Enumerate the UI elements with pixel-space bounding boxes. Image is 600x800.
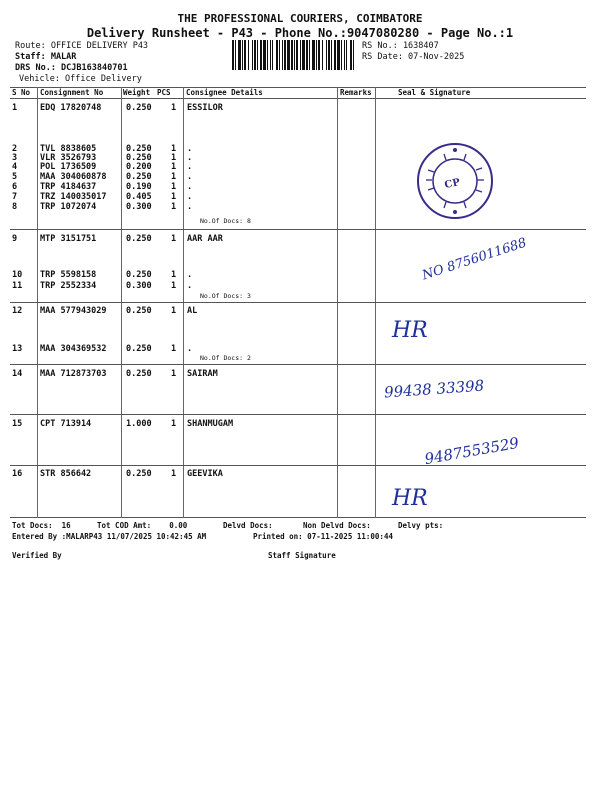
row-pcs: 1: [171, 162, 177, 172]
row-weight: 0.250: [126, 172, 152, 182]
row-consignment: TRP 4184637: [40, 182, 97, 192]
row-consignee: .: [187, 144, 193, 154]
row-consignment: TRP 5598158: [40, 270, 97, 280]
handwritten-signature: 9487553529: [423, 433, 521, 469]
barcode-bar: [282, 40, 283, 70]
rs-date: RS Date: 07-Nov-2025: [362, 52, 465, 62]
barcode-bar: [350, 40, 352, 70]
barcode-bar: [235, 40, 236, 70]
barcode-bar: [238, 40, 241, 70]
row-weight: 0.300: [126, 281, 152, 291]
handwritten-signature: HR: [392, 318, 428, 343]
row-consignment: POL 1736509: [40, 162, 97, 172]
row-consignee: .: [187, 172, 193, 182]
barcode-bar: [254, 40, 256, 70]
row-consignee: .: [187, 281, 193, 291]
row-consignee: ESSILOR: [187, 103, 223, 113]
row-pcs: 1: [171, 234, 177, 244]
company-title: THE PROFESSIONAL COURIERS, COIMBATORE: [177, 12, 423, 25]
row-pcs: 1: [171, 344, 177, 354]
row-consignee: AAR AAR: [187, 234, 223, 244]
row-consignment: MAA 304060878: [40, 172, 107, 182]
row-consignment: MAA 712873703: [40, 369, 107, 379]
barcode-bar: [322, 40, 323, 70]
row-consignee: GEEVIKA: [187, 469, 223, 479]
row-sno: 16: [12, 469, 23, 479]
barcode-bar: [272, 40, 273, 70]
row-consignment: TRP 1072074: [40, 202, 97, 212]
col-header-remarks: Remarks: [340, 88, 372, 97]
row-consignment: TRZ 140035017: [40, 192, 107, 202]
row-weight: 0.250: [126, 153, 152, 163]
verified-by: Verified By: [12, 551, 62, 560]
row-sno: 4: [12, 162, 18, 172]
row-pcs: 1: [171, 469, 177, 479]
barcode-bar: [244, 40, 246, 70]
barcode-bar: [344, 40, 345, 70]
row-sno: 10: [12, 270, 23, 280]
row-pcs: 1: [171, 419, 177, 429]
barcode-bar: [296, 40, 298, 70]
barcode-bar: [260, 40, 262, 70]
row-consignee: SHANMUGAM: [187, 419, 234, 429]
barcode-bar: [328, 40, 330, 70]
handwritten-signature: NO 8756011688: [420, 235, 529, 284]
row-consignee: .: [187, 202, 193, 212]
row-weight: 0.300: [126, 202, 152, 212]
row-weight: 0.250: [126, 270, 152, 280]
barcode-bar: [242, 40, 243, 70]
total-docs: Tot Docs: 16: [12, 521, 71, 530]
rs-number: RS No.: 1638407: [362, 41, 439, 51]
row-sno: 7: [12, 192, 18, 202]
total-cod-amount: Tot COD Amt: 0.00: [97, 521, 188, 530]
entered-by: Entered By :MALARP43 11/07/2025 10:42:45 AM: [12, 532, 207, 541]
row-weight: 0.250: [126, 144, 152, 154]
row-consignee: .: [187, 192, 193, 202]
barcode-bar: [257, 40, 258, 70]
row-consignee: .: [187, 344, 193, 354]
row-consignment: VLR 3526793: [40, 153, 97, 163]
group-divider: [10, 364, 586, 365]
row-consignment: MAA 577943029: [40, 306, 107, 316]
row-pcs: 1: [171, 281, 177, 291]
row-consignment: EDQ 17820748: [40, 103, 102, 113]
drs-label: DRS No.: DCJB163840701: [15, 63, 128, 73]
row-weight: 0.405: [126, 192, 152, 202]
row-consignment: TVL 8838605: [40, 144, 97, 154]
row-pcs: 1: [171, 192, 177, 202]
barcode-bar: [331, 40, 332, 70]
row-sno: 15: [12, 419, 23, 429]
row-consignee: .: [187, 182, 193, 192]
company-seal-stamp: [414, 140, 496, 222]
barcode-bar: [337, 40, 340, 70]
printed-on: Printed on: 07-11-2025 11:00:44: [253, 532, 393, 541]
row-sno: 13: [12, 344, 23, 354]
row-weight: 0.250: [126, 306, 152, 316]
barcode-bar: [300, 40, 301, 70]
row-weight: 0.250: [126, 344, 152, 354]
runsheet-title: Delivery Runsheet - P43 - Phone No.:9047080280 - Page No.:1: [86, 26, 514, 40]
group-divider: [10, 229, 586, 230]
docs-count: No.Of Docs: 3: [200, 292, 251, 300]
delivery-points: Delvy pts:: [398, 521, 444, 530]
row-consignee: .: [187, 270, 193, 280]
barcode-bar: [287, 40, 290, 70]
col-header-consignment: Consignment No: [40, 88, 104, 97]
barcode-bar: [270, 40, 271, 70]
row-weight: 0.250: [126, 469, 152, 479]
handwritten-signature: HR: [392, 486, 428, 511]
row-consignment: CPT 713914: [40, 419, 92, 429]
row-sno: 8: [12, 202, 18, 212]
row-pcs: 1: [171, 306, 177, 316]
barcode-bar: [306, 40, 308, 70]
row-consignee: .: [187, 162, 193, 172]
row-weight: 0.250: [126, 103, 152, 113]
row-consignment: TRP 2552334: [40, 281, 97, 291]
barcode-bar: [334, 40, 336, 70]
row-consignment: MAA 304369532: [40, 344, 107, 354]
barcode-bar: [346, 40, 347, 70]
row-sno: 3: [12, 153, 18, 163]
col-header-consignee: Consignee Details: [186, 88, 263, 97]
barcode-bar: [316, 40, 317, 70]
row-sno: 9: [12, 234, 18, 244]
row-sno: 1: [12, 103, 18, 113]
table-bottom-rule: [10, 517, 586, 518]
svg-text:CP: CP: [443, 177, 462, 192]
docs-count: No.Of Docs: 8: [200, 217, 251, 225]
row-weight: 0.250: [126, 234, 152, 244]
barcode-bar: [318, 40, 320, 70]
row-sno: 11: [12, 281, 23, 291]
barcode-bar: [232, 40, 234, 70]
row-pcs: 1: [171, 103, 177, 113]
barcode-bar: [294, 40, 295, 70]
row-sno: 12: [12, 306, 23, 316]
barcode-bar: [279, 40, 280, 70]
barcode-bar: [263, 40, 266, 70]
col-header-pcs: PCS: [157, 88, 171, 97]
row-pcs: 1: [171, 270, 177, 280]
barcode-bar: [276, 40, 278, 70]
row-sno: 2: [12, 144, 18, 154]
table-header-rule: [10, 98, 586, 99]
barcode-bar: [309, 40, 310, 70]
barcode-bar: [267, 40, 268, 70]
route-label: Route: OFFICE DELIVERY P43: [15, 41, 149, 51]
barcode: [232, 40, 356, 70]
row-weight: 0.250: [126, 369, 152, 379]
row-sno: 6: [12, 182, 18, 192]
row-consignee: AL: [187, 306, 198, 316]
staff-signature: Staff Signature: [268, 551, 336, 560]
row-pcs: 1: [171, 153, 177, 163]
row-sno: 5: [12, 172, 18, 182]
group-divider: [10, 302, 586, 303]
delivered-docs: Delvd Docs:: [223, 521, 273, 530]
barcode-bar: [284, 40, 286, 70]
handwritten-signature: 99438 33398: [383, 376, 485, 402]
row-consignee: .: [187, 153, 193, 163]
row-consignee: SAIRAM: [187, 369, 218, 379]
row-consignment: STR 856642: [40, 469, 92, 479]
docs-count: No.Of Docs: 2: [200, 354, 251, 362]
row-pcs: 1: [171, 182, 177, 192]
staff-label: Staff: MALAR: [15, 52, 77, 62]
row-pcs: 1: [171, 144, 177, 154]
row-pcs: 1: [171, 172, 177, 182]
row-weight: 0.200: [126, 162, 152, 172]
col-header-weight: Weight: [123, 88, 151, 97]
vehicle-label: Vehicle: Office Delivery: [19, 74, 142, 84]
row-consignment: MTP 3151751: [40, 234, 97, 244]
row-pcs: 1: [171, 369, 177, 379]
row-sno: 14: [12, 369, 23, 379]
col-header-sno: S No: [12, 88, 31, 97]
barcode-bar: [248, 40, 249, 70]
barcode-bar: [353, 40, 354, 70]
row-weight: 1.000: [126, 419, 152, 429]
barcode-bar: [341, 40, 342, 70]
non-delivered-docs: Non Delvd Docs:: [303, 521, 371, 530]
barcode-bar: [302, 40, 305, 70]
row-pcs: 1: [171, 202, 177, 212]
col-header-seal: Seal & Signature: [398, 88, 471, 97]
row-weight: 0.190: [126, 182, 152, 192]
group-divider: [10, 465, 586, 466]
barcode-bar: [312, 40, 315, 70]
barcode-bar: [326, 40, 327, 70]
group-divider: [10, 414, 586, 415]
barcode-bar: [291, 40, 293, 70]
barcode-bar: [252, 40, 253, 70]
